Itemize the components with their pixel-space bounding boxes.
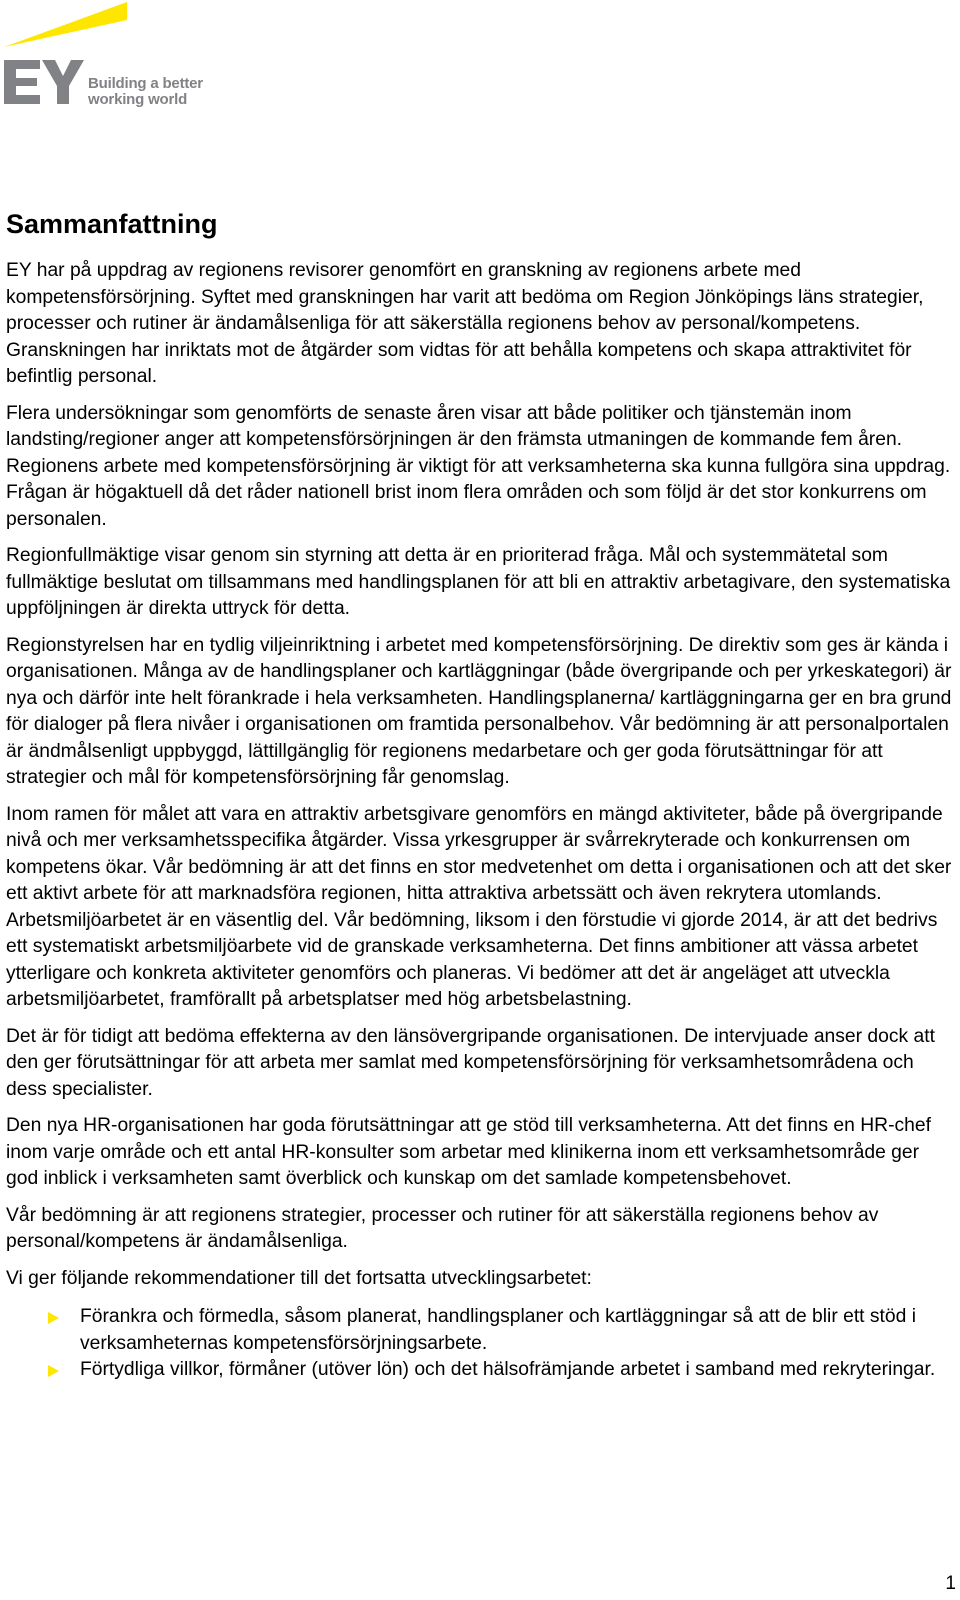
ey-tagline xyxy=(88,76,203,108)
recommendations-list xyxy=(6,1304,954,1384)
page-title: Sammanfattning xyxy=(6,209,218,239)
page-number: 1 xyxy=(945,1573,956,1594)
paragraph-assessment: Vår bedömning är att regionens strategier, processer och rutiner för att säkerställa regionens behov av personal/kompetens är ändamålsenliga. xyxy=(6,1204,879,1252)
recommendation-text: Förankra och förmedla, såsom planerat, handlingsplaner och kartläggningar så att de blir ett stöd i verksamheternas kompetensförsörjningsarbete. xyxy=(80,1306,916,1354)
paragraph-surveys: Flera undersökningar som genomförts de senaste åren visar att både politiker och tjänstemän inom landsting/regioner anger att kompetensförsörjningen är den främsta utmaningen de kommande fem åren. Regionens arbete med kompetensförsörjning är viktigt för att verksamheterna ska kunna fullgöra sina uppdrag. Frågan är högaktuell då det råder nationell brist inom flera områden och som följd är det stor konkurrens om personalen. xyxy=(6,402,951,530)
list-item xyxy=(6,1304,954,1357)
paragraph-hr-organisation: Den nya HR-organisationen har goda förutsättningar att ge stöd till verksamheterna. Att det finns en HR-chef inom varje område och ett antal HR-konsulter som arbetar med klinikerna inom ett verksamhetsområde ger god inblick i verksamheten samt överblick och kunskap om det samlade kompetensbehovet. xyxy=(6,1115,931,1189)
list-item xyxy=(6,1357,954,1384)
paragraph-recommendations-intro: Vi ger följande rekommendationer till det fortsatta utvecklingsarbetet: xyxy=(6,1267,592,1289)
triangle-bullet-icon xyxy=(48,1365,59,1377)
paragraph-board: Regionstyrelsen har en tydlig viljeinriktning i arbetet med kompetensförsörjning. De direktiv som ges är kända i organisationen. Många av de handlingsplaner och kartläggningar (både övergripande och per yrkeskategori) är nya och därför inte helt förankrade i hela verksamheten. Handlingsplanerna/ kartläggningarna ger en bra grund för dialoger på flera nivåer i organisationen om framtida personalbehov. Vår bedömning är att personalportalen är ändmålsenligt uppbyggd, lättillgänglig för regionens medarbetare och ger goda förutsättningar för att strategier och mål för kompetensförsörjning får genomslag. xyxy=(6,634,952,788)
paragraph-intro: EY har på uppdrag av regionens revisorer genomfört en granskning av regionens arbete med kompetensförsörjning. Syftet med granskningen har varit att bedöma om Region Jönköpings läns strategier, processer och rutiner är ändamålsenliga för att säkerställa regionens behov av personal/kompetens. Granskningen har inriktats mot de åtgärder som vidtas för att behålla kompetens och skapa attraktivitet för befintlig personal. xyxy=(6,260,924,387)
ey-letter-e xyxy=(4,60,40,104)
ey-tagline-line1: Building a better xyxy=(88,75,203,92)
recommendation-text: Förtydliga villkor, förmåner (utöver lön) och det hälsofrämjande arbetet i samband med rekryteringar. xyxy=(80,1359,936,1380)
paragraph-council: Regionfullmäktige visar genom sin styrning att detta är en prioriterad fråga. Mål och systemmätetal som fullmäktige beslutat om tillsammans med handlingsplanen för att bli en attraktiv arbetagivare, den systematiska uppföljningen är direkta uttryck för detta. xyxy=(6,545,951,619)
triangle-bullet-icon xyxy=(48,1312,59,1324)
document-body xyxy=(6,208,954,1384)
paragraph-attractive-employer: Inom ramen för målet att vara en attraktiv arbetsgivare genomförs en mängd aktiviteter, både på övergripande nivå och mer verksamhetsspecifika åtgärder. Vissa yrkesgrupper är svårrekryterade och konkurrensen om kompetens ökar. Vår bedömning är att det finns en stor medvetenhet om detta i organisationen och att det sker ett aktivt arbete för att marknadsföra regionen, hitta attraktiva arbetssätt och även rekrytera utomlands. Arbetsmiljöarbetet är en väsentlig del. Vår bedömning, liksom i den förstudie vi gjorde 2014, är att det bedrivs ett systematiskt arbetsmiljöarbete vid de granskade verksamheterna. Det finns ambitioner att vässa arbetet ytterligare och konkreta aktiviteter genomförs och planeras. Vi bedömer att det är angeläget att utveckla arbetsmiljöarbetet, framförallt på arbetsplatser med hög arbetsbelastning. xyxy=(6,803,952,1010)
ey-tagline-line2: working world xyxy=(88,91,188,108)
ey-letter-y xyxy=(42,60,84,104)
ey-logo xyxy=(4,0,204,115)
paragraph-organisation: Det är för tidigt att bedöma effekterna av den länsövergripande organisationen. De intervjuade anser dock att den ger förutsättningar för att arbeta mer samlat med kompetensförsörjning för verksamhetsområdena och dess specialister. xyxy=(6,1025,935,1100)
ey-yellow-beam xyxy=(4,2,127,47)
